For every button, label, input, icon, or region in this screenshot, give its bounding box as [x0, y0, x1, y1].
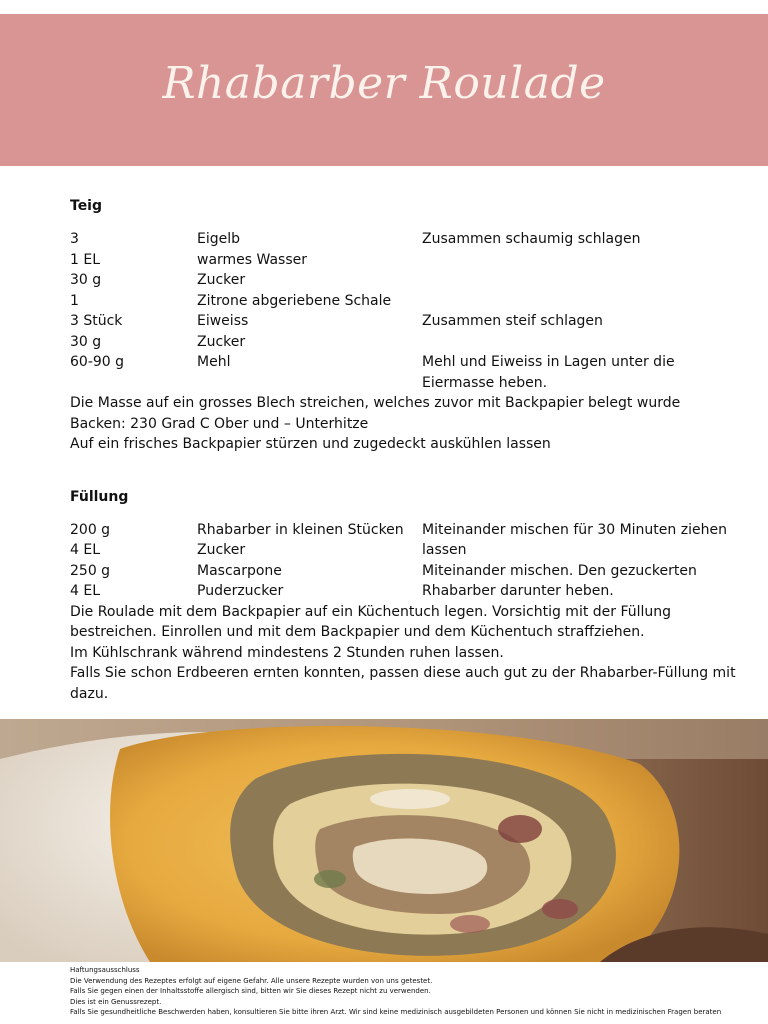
ingredient-quantity: 250 g	[70, 562, 111, 579]
ingredient-note: Miteinander mischen. Den gezuckerten	[422, 562, 697, 579]
ingredient-note: Mehl und Eiweiss in Lagen unter die Eiermasse heben.	[422, 354, 675, 391]
ingredient-name: Zucker	[197, 272, 246, 288]
ingredient-row	[70, 561, 740, 582]
ingredient-name: Rhabarber in kleinen Stücken	[197, 521, 404, 538]
ingredient-note: Zusammen steif schlagen	[422, 313, 603, 329]
instruction-line: Auf ein frisches Backpapier stürzen und zugedeckt auskühlen lassen	[70, 436, 551, 452]
instruction-line: Backen: 230 Grad C Ober und – Unterhitze	[70, 415, 369, 432]
disclaimer-line: Die Verwendung des Rezeptes erfolgt auf eigene Gefahr. Alle unsere Rezepte wurden von uns getestet.	[70, 976, 433, 985]
disclaimer-heading: Haftungsausschluss	[70, 966, 140, 974]
recipe-body	[70, 196, 740, 704]
disclaimer-line: Falls Sie gegen einen der Inhaltsstoffe allergisch sind, bitten wir Sie dieses Rezept nicht zu verwenden.	[70, 987, 431, 996]
ingredient-row	[70, 520, 740, 541]
ingredient-row	[70, 311, 740, 332]
ingredient-note	[422, 291, 740, 312]
ingredient-row	[70, 291, 740, 312]
ingredient-row	[70, 250, 740, 271]
ingredient-quantity: 30 g	[70, 272, 102, 288]
ingredient-quantity: 4 EL	[70, 583, 101, 599]
fuellung-heading: Füllung	[70, 488, 129, 505]
ingredient-quantity: 1	[70, 292, 79, 309]
ingredient-row	[70, 581, 740, 602]
fuellung-ingredient-table	[70, 520, 740, 602]
disclaimer-line: Dies ist ein Genussrezept.	[70, 997, 162, 1006]
ingredient-note	[422, 270, 740, 291]
teig-ingredient-table	[70, 229, 740, 393]
instruction-line: Im Kühlschrank während mindestens 2 Stunden ruhen lassen.	[70, 644, 504, 661]
ingredient-quantity: 60-90 g	[70, 354, 125, 370]
ingredient-row	[70, 229, 740, 250]
instruction-line: Die Roulade mit dem Backpapier auf ein Küchentuch legen. Vorsichtig mit der Füllung bestreichen. Einrollen und mit dem Backpapier und dem Küchentuch straffziehen.	[70, 603, 672, 640]
ingredient-row	[70, 270, 740, 291]
disclaimer	[70, 965, 760, 1018]
ingredient-name: warmes Wasser	[197, 251, 308, 268]
instruction-line: Die Masse auf ein grosses Blech streichen, welches zuvor mit Backpapier belegt wurde	[70, 395, 681, 411]
ingredient-row	[70, 352, 740, 393]
teig-heading: Teig	[70, 198, 103, 214]
ingredient-name: Puderzucker	[197, 583, 284, 599]
ingredient-name: Zucker	[197, 333, 246, 350]
ingredient-row	[70, 332, 740, 353]
disclaimer-line: Falls Sie gesundheitliche Beschwerden haben, konsultieren Sie bitte ihren Arzt. Wir sind keine medizinisch ausgebildeten Personen und können Sie nicht in medizinischen Fragen beraten	[70, 1008, 722, 1017]
teig-instructions	[70, 393, 740, 455]
ingredient-note: Zusammen schaumig schlagen	[422, 231, 641, 247]
recipe-title: Rhabarber Roulade	[162, 58, 606, 109]
ingredient-name: Zitrone abgeriebene Schale	[197, 292, 392, 309]
ingredient-row	[70, 540, 740, 561]
ingredient-note: lassen	[422, 542, 467, 558]
ingredient-note	[422, 250, 740, 271]
instruction-line: Falls Sie schon Erdbeeren ernten konnten, passen diese auch gut zu der Rhabarber-Füllung mit dazu.	[70, 665, 736, 702]
rhubarb-roulade-photo	[0, 719, 768, 962]
ingredient-name: Zucker	[197, 542, 246, 558]
ingredient-quantity: 1 EL	[70, 251, 101, 268]
ingredient-note: Rhabarber darunter heben.	[422, 583, 614, 599]
ingredient-quantity: 200 g	[70, 521, 111, 538]
ingredient-name: Eigelb	[197, 231, 241, 247]
ingredient-quantity: 30 g	[70, 333, 102, 350]
ingredient-name: Mehl	[197, 354, 231, 370]
ingredient-note	[422, 332, 740, 353]
ingredient-name: Eiweiss	[197, 313, 249, 329]
ingredient-quantity: 3	[70, 231, 79, 247]
ingredient-quantity: 4 EL	[70, 542, 101, 558]
ingredient-quantity: 3 Stück	[70, 313, 123, 329]
ingredient-name: Mascarpone	[197, 562, 282, 579]
ingredient-note: Miteinander mischen für 30 Minuten ziehen	[422, 521, 727, 538]
fuellung-instructions	[70, 602, 740, 705]
